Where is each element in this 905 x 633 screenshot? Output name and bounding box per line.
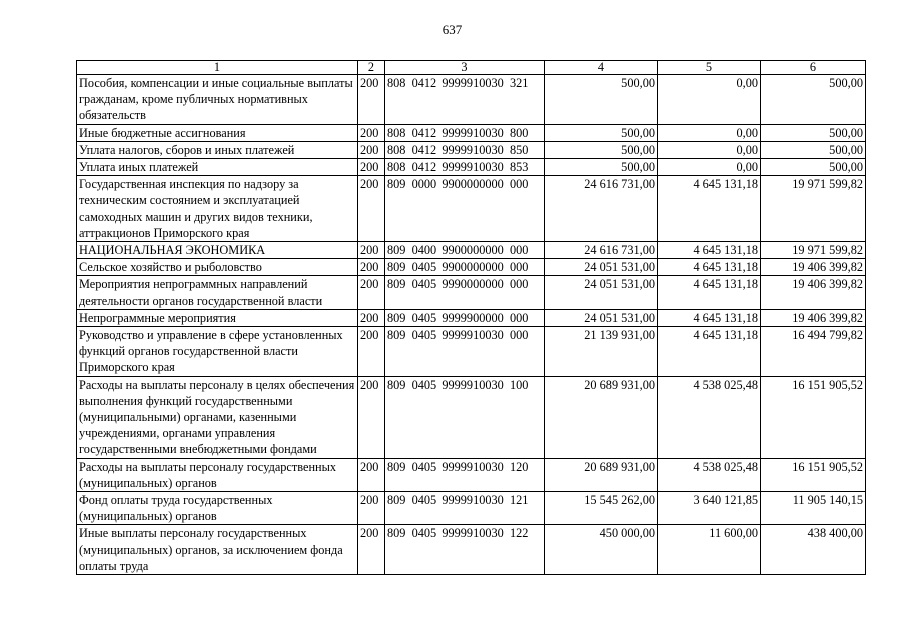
row-executed-amount-cell: 0,00 xyxy=(658,75,761,125)
row-name-cell: Уплата налогов, сборов и иных платежей xyxy=(77,141,358,158)
column-header: 1 xyxy=(77,61,358,75)
row-remaining-amount-cell: 19 406 399,82 xyxy=(761,259,866,276)
row-executed-amount-cell: 4 645 131,18 xyxy=(658,276,761,309)
row-classification-code-cell: 808 0412 9999910030 800 xyxy=(385,124,545,141)
column-header: 6 xyxy=(761,61,866,75)
row-name-cell: Фонд оплаты труда государственных (муниципальных) органов xyxy=(77,492,358,525)
row-classification-code-cell: 809 0405 9999910030 120 xyxy=(385,458,545,491)
table-row xyxy=(77,259,866,276)
row-remaining-amount-cell: 16 151 905,52 xyxy=(761,458,866,491)
row-remaining-amount-cell: 19 971 599,82 xyxy=(761,176,866,242)
row-name-cell: Уплата иных платежей xyxy=(77,159,358,176)
table-row xyxy=(77,309,866,326)
row-classification-code-cell: 809 0405 9990000000 000 xyxy=(385,276,545,309)
row-classification-code-cell: 809 0405 9999910030 100 xyxy=(385,376,545,458)
row-executed-amount-cell: 3 640 121,85 xyxy=(658,492,761,525)
row-name-cell: Расходы на выплаты персоналу государственных (муниципальных) органов xyxy=(77,458,358,491)
row-approved-amount-cell: 24 051 531,00 xyxy=(545,309,658,326)
row-name-cell: Руководство и управление в сфере установленных функций органов государственной власти Приморского края xyxy=(77,327,358,377)
row-remaining-amount-cell: 16 151 905,52 xyxy=(761,376,866,458)
row-classification-code-cell: 808 0412 9999910030 321 xyxy=(385,75,545,125)
row-executed-amount-cell: 4 538 025,48 xyxy=(658,458,761,491)
row-executed-amount-cell: 0,00 xyxy=(658,159,761,176)
row-executed-amount-cell: 4 645 131,18 xyxy=(658,327,761,377)
row-approved-amount-cell: 21 139 931,00 xyxy=(545,327,658,377)
row-name-cell: Мероприятия непрограммных направлений деятельности органов государственной власти xyxy=(77,276,358,309)
column-header: 3 xyxy=(385,61,545,75)
row-approved-amount-cell: 24 616 731,00 xyxy=(545,242,658,259)
table-row xyxy=(77,141,866,158)
row-gl-code-cell: 200 xyxy=(358,327,385,377)
row-remaining-amount-cell: 500,00 xyxy=(761,141,866,158)
row-remaining-amount-cell: 19 406 399,82 xyxy=(761,309,866,326)
row-executed-amount-cell: 0,00 xyxy=(658,141,761,158)
table-row xyxy=(77,376,866,458)
row-classification-code-cell: 809 0405 9999910030 000 xyxy=(385,327,545,377)
row-gl-code-cell: 200 xyxy=(358,376,385,458)
row-executed-amount-cell: 4 645 131,18 xyxy=(658,259,761,276)
row-gl-code-cell: 200 xyxy=(358,242,385,259)
column-header: 5 xyxy=(658,61,761,75)
table-header-row xyxy=(77,61,866,75)
row-gl-code-cell: 200 xyxy=(358,159,385,176)
row-name-cell: Расходы на выплаты персоналу в целях обеспечения выполнения функций государственными (муниципальными) органами, казенными учреждениями, органами управления государственными внебюджетными фондами xyxy=(77,376,358,458)
row-approved-amount-cell: 500,00 xyxy=(545,75,658,125)
row-remaining-amount-cell: 19 406 399,82 xyxy=(761,276,866,309)
row-name-cell: Непрограммные мероприятия xyxy=(77,309,358,326)
table-row xyxy=(77,327,866,377)
row-approved-amount-cell: 24 616 731,00 xyxy=(545,176,658,242)
table-row xyxy=(77,75,866,125)
row-name-cell: НАЦИОНАЛЬНАЯ ЭКОНОМИКА xyxy=(77,242,358,259)
row-classification-code-cell: 809 0405 9999900000 000 xyxy=(385,309,545,326)
table-row xyxy=(77,276,866,309)
row-gl-code-cell: 200 xyxy=(358,309,385,326)
row-gl-code-cell: 200 xyxy=(358,276,385,309)
row-classification-code-cell: 809 0405 9999910030 121 xyxy=(385,492,545,525)
row-name-cell: Иные выплаты персоналу государственных (муниципальных) органов, за исключением фонда оплаты труда xyxy=(77,525,358,575)
row-executed-amount-cell: 0,00 xyxy=(658,124,761,141)
row-executed-amount-cell: 4 645 131,18 xyxy=(658,242,761,259)
row-name-cell: Государственная инспекция по надзору за техническим состоянием и эксплуатацией самоходных машин и других видов техники, аттракционов Приморского края xyxy=(77,176,358,242)
row-remaining-amount-cell: 11 905 140,15 xyxy=(761,492,866,525)
row-classification-code-cell: 808 0412 9999910030 853 xyxy=(385,159,545,176)
row-classification-code-cell: 809 0400 9900000000 000 xyxy=(385,242,545,259)
row-remaining-amount-cell: 16 494 799,82 xyxy=(761,327,866,377)
column-header: 2 xyxy=(358,61,385,75)
row-gl-code-cell: 200 xyxy=(358,141,385,158)
row-gl-code-cell: 200 xyxy=(358,176,385,242)
column-header: 4 xyxy=(545,61,658,75)
row-gl-code-cell: 200 xyxy=(358,492,385,525)
row-name-cell: Сельское хозяйство и рыболовство xyxy=(77,259,358,276)
row-approved-amount-cell: 500,00 xyxy=(545,141,658,158)
table-row xyxy=(77,525,866,575)
row-gl-code-cell: 200 xyxy=(358,525,385,575)
row-approved-amount-cell: 20 689 931,00 xyxy=(545,376,658,458)
table-row xyxy=(77,492,866,525)
row-classification-code-cell: 808 0412 9999910030 850 xyxy=(385,141,545,158)
row-remaining-amount-cell: 19 971 599,82 xyxy=(761,242,866,259)
row-executed-amount-cell: 4 645 131,18 xyxy=(658,309,761,326)
table-row xyxy=(77,458,866,491)
row-gl-code-cell: 200 xyxy=(358,124,385,141)
row-approved-amount-cell: 24 051 531,00 xyxy=(545,259,658,276)
table-row xyxy=(77,124,866,141)
table-row xyxy=(77,242,866,259)
row-approved-amount-cell: 15 545 262,00 xyxy=(545,492,658,525)
row-gl-code-cell: 200 xyxy=(358,259,385,276)
row-approved-amount-cell: 500,00 xyxy=(545,124,658,141)
row-approved-amount-cell: 450 000,00 xyxy=(545,525,658,575)
budget-table xyxy=(76,60,866,575)
page-number: 637 xyxy=(442,22,463,37)
row-remaining-amount-cell: 500,00 xyxy=(761,75,866,125)
row-classification-code-cell: 809 0000 9900000000 000 xyxy=(385,176,545,242)
row-gl-code-cell: 200 xyxy=(358,75,385,125)
row-executed-amount-cell: 4 645 131,18 xyxy=(658,176,761,242)
row-gl-code-cell: 200 xyxy=(358,458,385,491)
row-executed-amount-cell: 11 600,00 xyxy=(658,525,761,575)
row-classification-code-cell: 809 0405 9900000000 000 xyxy=(385,259,545,276)
row-classification-code-cell: 809 0405 9999910030 122 xyxy=(385,525,545,575)
row-remaining-amount-cell: 500,00 xyxy=(761,124,866,141)
row-executed-amount-cell: 4 538 025,48 xyxy=(658,376,761,458)
row-approved-amount-cell: 24 051 531,00 xyxy=(545,276,658,309)
row-remaining-amount-cell: 438 400,00 xyxy=(761,525,866,575)
row-remaining-amount-cell: 500,00 xyxy=(761,159,866,176)
row-approved-amount-cell: 20 689 931,00 xyxy=(545,458,658,491)
row-name-cell: Иные бюджетные ассигнования xyxy=(77,124,358,141)
table-row xyxy=(77,159,866,176)
row-approved-amount-cell: 500,00 xyxy=(545,159,658,176)
table-row xyxy=(77,176,866,242)
row-name-cell: Пособия, компенсации и иные социальные выплаты гражданам, кроме публичных нормативных обязательств xyxy=(77,75,358,125)
